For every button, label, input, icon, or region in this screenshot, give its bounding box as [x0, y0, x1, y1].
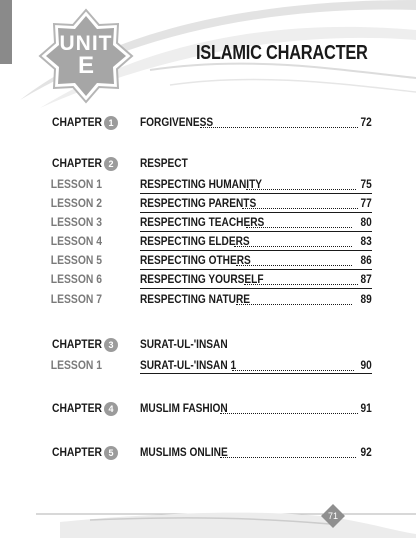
dot-leader	[220, 457, 356, 458]
dot-leader	[246, 189, 356, 190]
chapter-title: FORGIVENESS	[140, 117, 214, 129]
lesson-label: LESSON 5	[50, 255, 102, 267]
page-ref: 89	[360, 294, 372, 306]
dot-leader	[236, 304, 352, 305]
dot-leader	[220, 413, 358, 414]
chapter-title: RESPECT	[140, 158, 188, 170]
toc-row-lesson[interactable]	[0, 252, 416, 270]
lesson-label: LESSON 4	[50, 236, 102, 248]
toc-row-chapter-5[interactable]	[0, 444, 416, 462]
lesson-underline	[140, 231, 372, 232]
page-ref: 80	[360, 217, 372, 229]
dot-leader	[232, 370, 354, 371]
page-ref: 72	[360, 117, 372, 129]
lesson-title: RESPECTING NATURE	[140, 294, 251, 306]
lesson-underline	[140, 269, 372, 270]
chapter-number-circle: 5	[104, 446, 118, 460]
toc-row-chapter-4[interactable]	[0, 400, 416, 418]
lesson-label: LESSON 2	[50, 198, 102, 210]
toc-row-lesson[interactable]	[0, 195, 416, 213]
page-title: ISLAMIC CHARACTER	[196, 42, 368, 64]
chapter-label: CHAPTER	[51, 403, 102, 415]
chapter-title: MUSLIM FASHION	[140, 403, 228, 415]
lesson-underline	[140, 212, 372, 213]
lesson-title: RESPECTING TEACHERS	[140, 217, 265, 229]
chapter-label: CHAPTER	[51, 158, 102, 170]
lesson-title: RESPECTING PARENTS	[140, 198, 257, 210]
chapter-title: SURAT-UL-'INSAN	[140, 339, 228, 351]
lesson-title: SURAT-UL-'INSAN 1	[140, 360, 237, 372]
chapter-number-circle: 3	[104, 338, 118, 352]
page-ref: 86	[360, 255, 372, 267]
dot-leader	[236, 265, 352, 266]
unit-letter: E	[77, 52, 94, 79]
lesson-title: RESPECTING YOURSELF	[140, 274, 264, 286]
lesson-underline	[140, 373, 372, 374]
lesson-underline	[140, 193, 372, 194]
toc-row-chapter-2[interactable]	[0, 155, 416, 173]
dot-leader	[246, 227, 352, 228]
page-ref: 90	[360, 360, 372, 372]
chapter-number-circle: 4	[104, 402, 118, 416]
dot-leader	[200, 127, 358, 128]
page-ref: 77	[360, 198, 372, 210]
toc-row-lesson[interactable]	[0, 214, 416, 232]
toc-row-lesson[interactable]	[0, 233, 416, 251]
toc-row-lesson[interactable]	[0, 176, 416, 194]
page-ref: 83	[360, 236, 372, 248]
footer-swoosh-decoration	[0, 500, 416, 538]
unit-badge-text	[38, 8, 134, 104]
page-ref: 92	[360, 447, 372, 459]
toc-row-lesson[interactable]	[0, 291, 416, 309]
page-number: 71	[327, 511, 338, 521]
page-ref: 75	[360, 179, 372, 191]
dot-leader	[244, 284, 358, 285]
lesson-label: LESSON 3	[50, 217, 102, 229]
page-ref: 91	[360, 403, 372, 415]
lesson-label: LESSON 7	[50, 294, 102, 306]
chapter-number-circle: 2	[104, 157, 118, 171]
toc-row-chapter-1[interactable]	[0, 114, 416, 132]
toc-row-chapter-3[interactable]	[0, 336, 416, 354]
lesson-title: RESPECTING ELDERS	[140, 236, 250, 248]
chapter-label: CHAPTER	[51, 117, 102, 129]
lesson-title: RESPECTING OTHERS	[140, 255, 251, 267]
dot-leader	[242, 208, 358, 209]
lesson-underline	[140, 288, 372, 289]
chapter-label: CHAPTER	[51, 447, 102, 459]
lesson-label: LESSON 1	[50, 360, 102, 372]
chapter-label: CHAPTER	[51, 339, 102, 351]
lesson-label: LESSON 6	[50, 274, 102, 286]
chapter-number-circle: 1	[104, 116, 118, 130]
unit-label: UNIT	[59, 32, 113, 55]
toc-row-lesson[interactable]	[0, 271, 416, 289]
lesson-underline	[140, 250, 372, 251]
dot-leader	[234, 246, 352, 247]
page-ref: 87	[360, 274, 372, 286]
chapter-title: MUSLIMS ONLINE	[140, 447, 228, 459]
toc-row-lesson[interactable]	[0, 357, 416, 375]
lesson-label: LESSON 1	[50, 179, 102, 191]
lesson-title: RESPECTING HUMANITY	[140, 179, 263, 191]
